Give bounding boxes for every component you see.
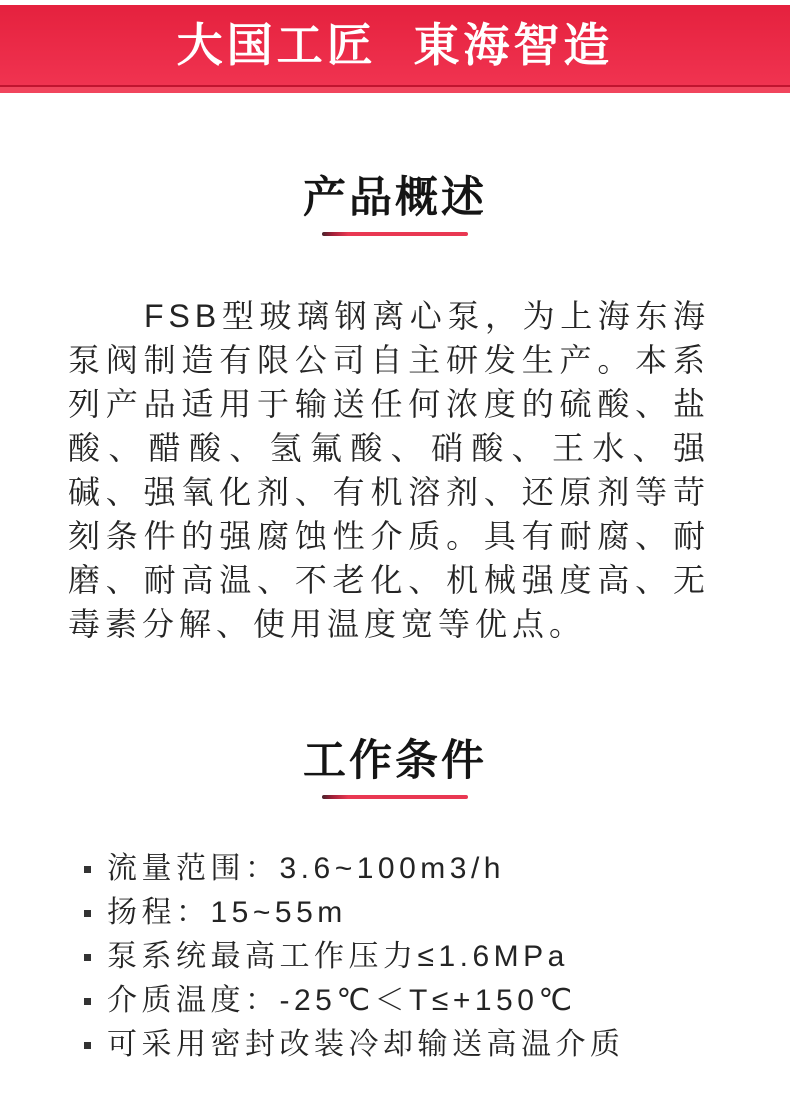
product-detail-page bbox=[0, 5, 790, 1120]
condition-text: 扬程：15~55m bbox=[107, 896, 347, 929]
conditions-list bbox=[84, 847, 750, 1067]
bullet-icon bbox=[84, 866, 91, 873]
conditions-title-underline bbox=[322, 795, 468, 799]
condition-text: 介质温度：-25℃＜T≤+150℃ bbox=[107, 984, 577, 1017]
condition-text: 泵系统最高工作压力≤1.6MPa bbox=[107, 940, 569, 973]
condition-item-head bbox=[84, 891, 750, 935]
bullet-icon bbox=[84, 1042, 91, 1049]
condition-text: 流量范围：3.6~100m3/h bbox=[107, 852, 505, 885]
section-product-overview bbox=[0, 93, 790, 646]
condition-text: 可采用密封改装冷却输送高温介质 bbox=[107, 1028, 625, 1061]
banner-background bbox=[0, 5, 790, 85]
banner-title: 大国工匠 東海智造 bbox=[176, 19, 614, 71]
condition-item-seal-cooling bbox=[84, 1023, 750, 1067]
condition-item-max-pressure bbox=[84, 935, 750, 979]
section-working-conditions bbox=[0, 646, 790, 1067]
overview-title-underline bbox=[322, 232, 468, 236]
conditions-section-title: 工作条件 bbox=[303, 737, 487, 785]
bullet-icon bbox=[84, 910, 91, 917]
top-banner bbox=[0, 5, 790, 93]
overview-paragraph: FSB型玻璃钢离心泵，为上海东海泵阀制造有限公司自主研发生产。本系列产品适用于输送任何浓度的硫酸、盐酸、醋酸、氢氟酸、硝酸、王水、强碱、强氧化剂、有机溶剂、还原剂等苛刻条件的强腐蚀性介质。具有耐腐、耐磨、耐高温、不老化、机械强度高、无毒素分解、使用温度宽等优点。 bbox=[68, 298, 710, 642]
bullet-icon bbox=[84, 998, 91, 1005]
bullet-icon bbox=[84, 954, 91, 961]
condition-item-flow-range bbox=[84, 847, 750, 891]
overview-section-title: 产品概述 bbox=[303, 174, 487, 222]
condition-item-medium-temperature bbox=[84, 979, 750, 1023]
